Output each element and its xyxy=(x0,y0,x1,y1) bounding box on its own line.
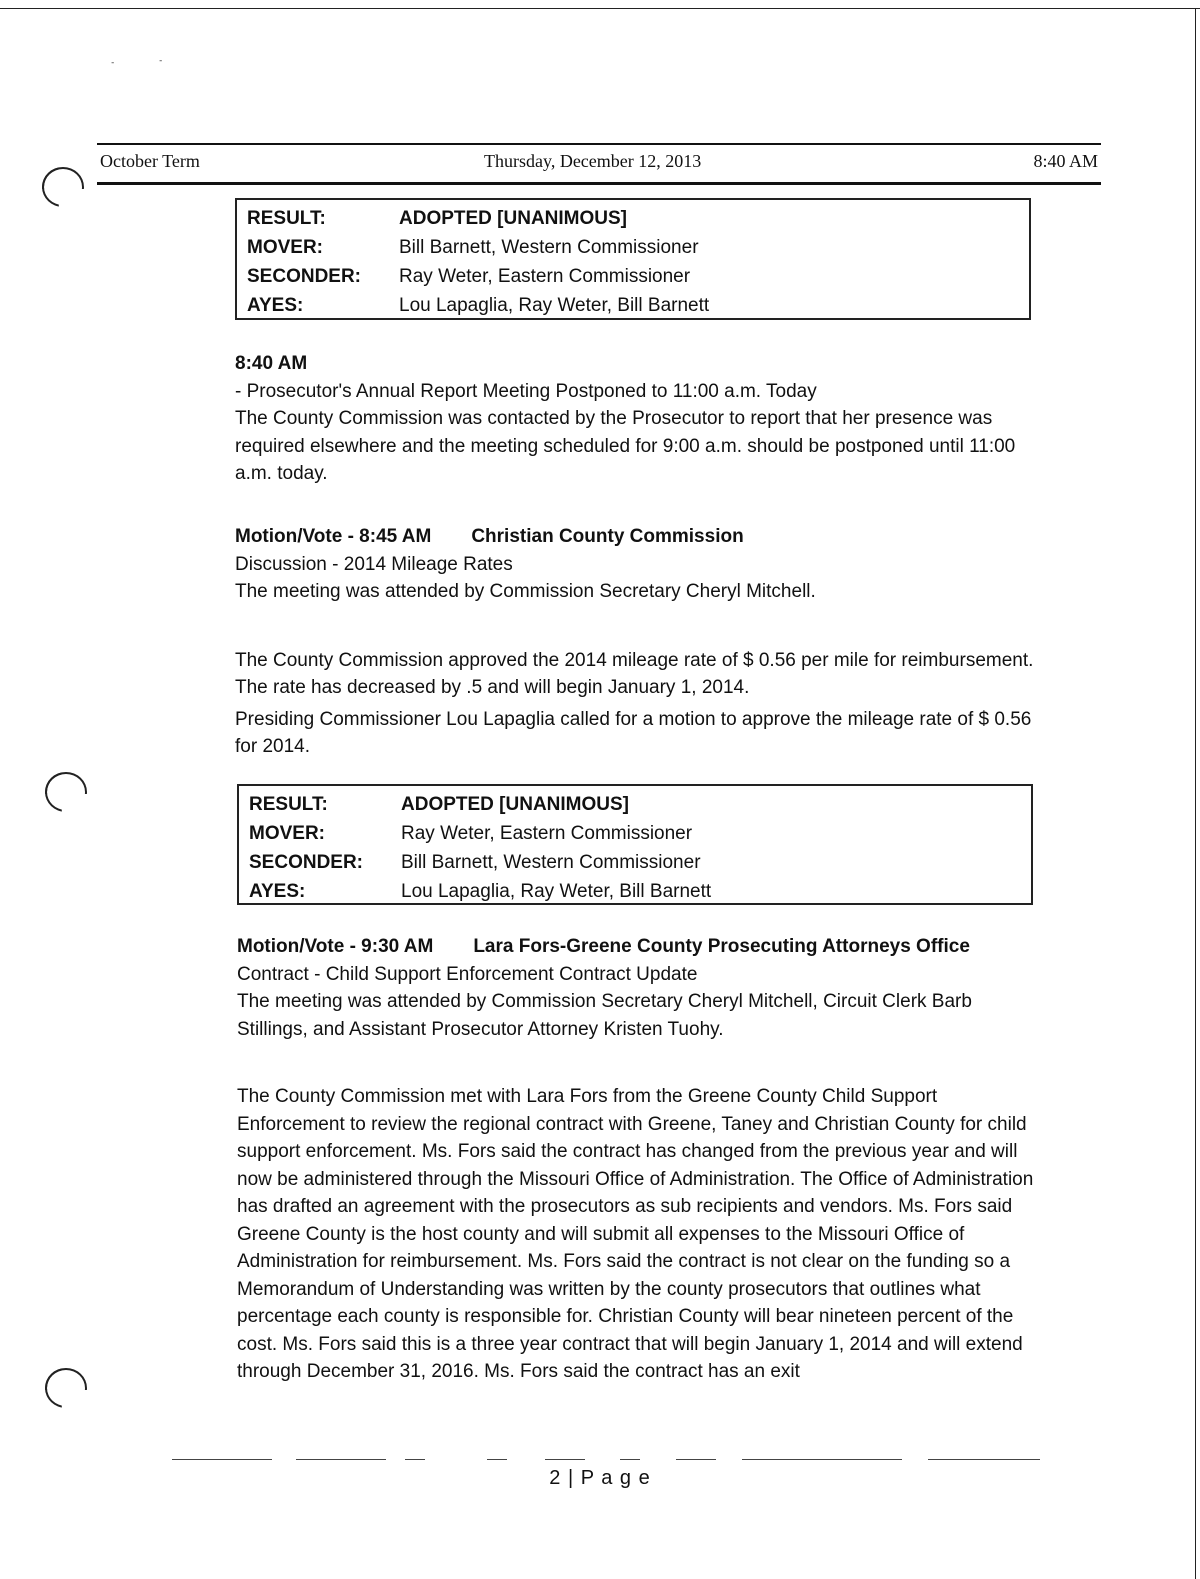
page-header xyxy=(100,151,1098,177)
footer-rule xyxy=(405,1459,425,1460)
section-child-support xyxy=(237,933,1037,1386)
vote-ayes-row xyxy=(249,877,1031,906)
heading-commission: Christian County Commission xyxy=(471,526,744,547)
mover-value: Bill Barnett, Western Commissioner xyxy=(399,237,699,258)
vote-result-row xyxy=(247,204,1029,233)
heading-motion-time: Motion/Vote - 9:30 AM xyxy=(237,936,434,957)
footer-rule xyxy=(545,1459,585,1460)
scan-frame-right xyxy=(1195,8,1196,1579)
section-paragraph: Presiding Commissioner Lou Lapaglia called for a motion to approve the mileage rate of $ 0.56 for 2014. xyxy=(235,708,1032,757)
result-value: ADOPTED [UNANIMOUS] xyxy=(401,794,629,815)
page-number: 2 | P a g e xyxy=(549,1467,651,1489)
mover-label: MOVER: xyxy=(249,823,325,844)
footer-rule xyxy=(928,1459,1040,1460)
seconder-value: Bill Barnett, Western Commissioner xyxy=(401,852,701,873)
result-value: ADOPTED [UNANIMOUS] xyxy=(399,208,627,229)
header-rule-top xyxy=(97,143,1101,145)
section-mileage-rates xyxy=(235,523,1035,761)
header-time: 8:40 AM xyxy=(1033,151,1098,171)
section-paragraph: The County Commission met with Lara Fors from the Greene County Child Support Enforcement to review the regional contract with Greene, Taney and Christian County for child support enforcement. Ms. Fors said the contract has changed from the previous year and will now be administered through the Missouri Office of Administration. The Office of Administration has drafted an agreement with the prosecutors as sub recipients and vendors. Ms. Fors said Greene County is the host county and will submit all expenses to the Missouri Office of Administration for reimbursement. Ms. Fors said the contract is not clear on the funding so a Memorandum of Understanding was written by the county prosecutors that outlines what percentage each county is responsible for. Christian County will bear nineteen percent of the cost. Ms. Fors said this is a three year contract that will begin January 1, 2014 and will extend through December 31, 2016. Ms. Fors said the contract has an exit xyxy=(237,1086,1034,1382)
ayes-value: Lou Lapaglia, Ray Weter, Bill Barnett xyxy=(399,295,710,316)
ayes-value: Lou Lapaglia, Ray Weter, Bill Barnett xyxy=(401,881,712,902)
footer-rule xyxy=(676,1459,716,1460)
ayes-label: AYES: xyxy=(247,295,304,316)
seconder-label: SECONDER: xyxy=(249,852,364,873)
result-label: RESULT: xyxy=(249,794,328,815)
footer-rule xyxy=(620,1459,640,1460)
section-heading xyxy=(237,933,1037,961)
vote-seconder-row xyxy=(249,848,1031,877)
scan-frame-top xyxy=(0,8,1200,9)
section-prosecutor-report xyxy=(235,350,1035,488)
seconder-label: SECONDER: xyxy=(247,266,362,287)
vote-result-box xyxy=(235,198,1031,320)
footer-rule xyxy=(742,1459,902,1460)
scan-mark: - xyxy=(158,56,164,66)
scan-mark: - xyxy=(110,58,116,68)
ayes-label: AYES: xyxy=(249,881,306,902)
vote-mover-row xyxy=(249,819,1031,848)
footer-rule xyxy=(487,1459,507,1460)
seconder-value: Ray Weter, Eastern Commissioner xyxy=(399,266,691,287)
section-subtitle: Contract - Child Support Enforcement Contract Update xyxy=(237,963,698,985)
vote-result-box xyxy=(237,784,1033,905)
header-rule-bottom xyxy=(97,182,1101,185)
header-date: Thursday, December 12, 2013 xyxy=(484,151,702,171)
header-term: October Term xyxy=(100,151,200,171)
footer-rule xyxy=(296,1459,386,1460)
section-subtitle: - Prosecutor's Annual Report Meeting Postponed to 11:00 a.m. Today xyxy=(235,380,817,402)
result-label: RESULT: xyxy=(247,208,326,229)
heading-office: Lara Fors-Greene County Prosecuting Attorneys Office xyxy=(473,936,970,957)
section-attended: The meeting was attended by Commission Secretary Cheryl Mitchell, Circuit Clerk Barb Stillings, and Assistant Prosecutor Attorney Kristen Tuohy. xyxy=(237,991,972,1040)
section-heading xyxy=(235,523,1035,551)
vote-mover-row xyxy=(247,233,1029,262)
section-paragraph: The County Commission approved the 2014 mileage rate of $ 0.56 per mile for reimbursement. The rate has decreased by .5 and will begin January 1, 2014. xyxy=(235,649,1034,698)
mover-label: MOVER: xyxy=(247,237,323,258)
mover-value: Ray Weter, Eastern Commissioner xyxy=(401,823,693,844)
vote-result-row xyxy=(249,790,1031,819)
heading-motion-time: Motion/Vote - 8:45 AM xyxy=(235,526,432,547)
vote-ayes-row xyxy=(247,291,1029,320)
footer-rule xyxy=(172,1459,272,1460)
section-time: 8:40 AM xyxy=(235,353,308,374)
section-subtitle: Discussion - 2014 Mileage Rates xyxy=(235,553,513,575)
vote-seconder-row xyxy=(247,262,1029,291)
section-body: The County Commission was contacted by the Prosecutor to report that her presence was required elsewhere and the meeting scheduled for 9:00 a.m. should be postponed until 11:00 a.m. today. xyxy=(235,408,1016,484)
section-attended: The meeting was attended by Commission Secretary Cheryl Mitchell. xyxy=(235,581,816,602)
